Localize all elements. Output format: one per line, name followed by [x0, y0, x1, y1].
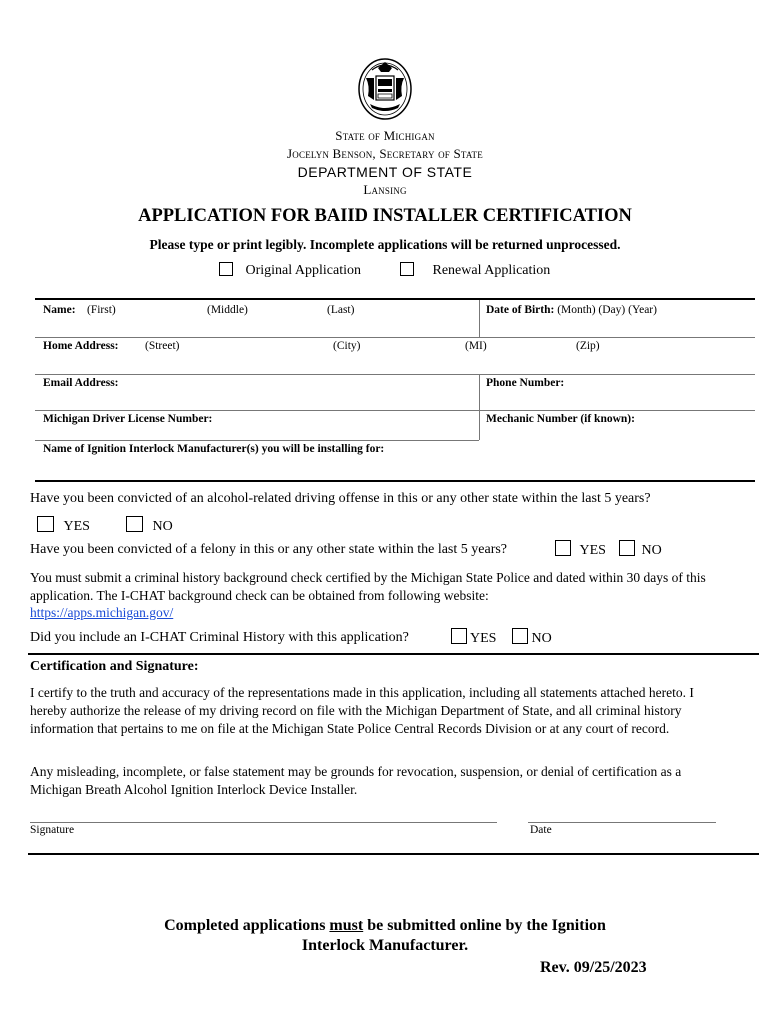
submission-notice: Completed applications must be submitted online by the Ignition	[164, 917, 606, 934]
street-hint: (Street)	[145, 340, 180, 352]
question-alcohol-offense: Have you been convicted of an alcohol-related driving offense in this or any other state within the last 5 years?	[30, 491, 651, 506]
zip-hint: (Zip)	[576, 340, 600, 352]
home-address-label: Home Address:	[43, 340, 119, 352]
phone-field[interactable]	[486, 377, 564, 389]
date-line[interactable]	[528, 822, 716, 823]
question-ichat: Did you include an I-CHAT Criminal History with this application?	[30, 630, 409, 645]
certification-paragraph: I certify to the truth and accuracy of the representations made in this application, including all statements attached hereto. I hereby authorize the release of my driving record on file with the Michigan Department of State, and all criminal history information that pertains to me on file at the Michigan State Police Central Records Division or at any court of record.	[30, 685, 694, 736]
mechanic-number-label: Mechanic Number (if known):	[486, 413, 635, 425]
license-number-label: Michigan Driver License Number:	[43, 413, 213, 425]
q2-yes-option[interactable]	[555, 540, 606, 559]
phone-label: Phone Number:	[486, 377, 565, 389]
q3-yes-option[interactable]	[451, 628, 496, 647]
q3-no-checkbox[interactable]	[512, 628, 528, 644]
q2-no-option[interactable]	[619, 540, 662, 559]
form-title: APPLICATION FOR BAIID INSTALLER CERTIFICATION	[138, 206, 632, 226]
q1-yes-label: YES	[63, 519, 90, 534]
city-hint: (City)	[333, 340, 361, 352]
q3-no-label: NO	[531, 631, 552, 646]
q1-yes-option[interactable]	[37, 516, 90, 535]
renewal-application-option[interactable]	[400, 262, 550, 279]
question-felony: Have you been convicted of a felony in this or any other state within the last 5 years?	[30, 542, 508, 557]
q3-no-option[interactable]	[512, 628, 552, 647]
signature-label: Signature	[30, 824, 75, 836]
name-label: Name:	[43, 304, 76, 316]
home-address-field[interactable]	[43, 340, 119, 352]
date-label: Date	[530, 824, 552, 836]
ichat-link[interactable]: https://apps.michigan.gov/	[30, 605, 174, 620]
applicant-info-form	[35, 298, 755, 482]
original-application-label: Original Application	[245, 263, 361, 278]
q3-yes-checkbox[interactable]	[451, 628, 467, 644]
signature-divider	[28, 853, 759, 855]
dob-label: Date of Birth:	[486, 304, 555, 316]
mechanic-number-field[interactable]	[486, 413, 635, 425]
name-field[interactable]	[43, 304, 76, 316]
header-state: State of Michigan	[335, 128, 435, 143]
submission-notice-line2: Interlock Manufacturer.	[301, 937, 469, 954]
certification-heading: Certification and Signature:	[30, 659, 199, 674]
last-name-hint: (Last)	[327, 304, 355, 316]
header-department: DEPARTMENT OF STATE	[297, 164, 473, 180]
revision-date: Rev. 09/25/2023	[540, 959, 647, 976]
background-check-text: You must submit a criminal history background check certified by the Michigan State Police and dated within 30 days of this application. The I-CHAT background check can be obtained from following website:	[30, 570, 706, 603]
q2-no-checkbox[interactable]	[619, 540, 635, 556]
header-secretary: Jocelyn Benson, Secretary of State	[287, 146, 483, 161]
first-name-hint: (First)	[87, 304, 116, 316]
q2-no-label: NO	[641, 543, 662, 558]
q2-yes-checkbox[interactable]	[555, 540, 571, 556]
middle-name-hint: (Middle)	[207, 304, 248, 316]
email-field[interactable]	[43, 377, 119, 389]
q1-no-label: NO	[152, 519, 173, 534]
dob-parts-hint: (Month) (Day) (Year)	[557, 304, 657, 316]
manufacturer-field[interactable]	[43, 443, 384, 455]
email-label: Email Address:	[43, 377, 119, 389]
manufacturer-label: Name of Ignition Interlock Manufacturer(s) you will be installing for:	[43, 443, 385, 455]
instructions: Please type or print legibly. Incomplete applications will be returned unprocessed.	[149, 237, 621, 252]
renewal-application-label: Renewal Application	[432, 263, 551, 278]
original-application-option[interactable]	[219, 262, 361, 279]
renewal-application-checkbox[interactable]	[400, 262, 414, 276]
q1-no-checkbox[interactable]	[126, 516, 143, 532]
header-city: Lansing	[363, 182, 407, 197]
signature-line[interactable]	[30, 822, 497, 823]
section-divider	[28, 653, 759, 655]
q1-no-option[interactable]	[126, 516, 173, 535]
license-number-field[interactable]	[43, 413, 212, 425]
michigan-state-seal	[356, 56, 414, 122]
must-emphasis: must	[329, 917, 364, 934]
state-hint: (MI)	[465, 340, 487, 352]
q1-yes-checkbox[interactable]	[37, 516, 54, 532]
original-application-checkbox[interactable]	[219, 262, 233, 276]
q2-yes-label: YES	[579, 543, 606, 558]
q3-yes-label: YES	[469, 631, 497, 646]
misleading-statement-paragraph: Any misleading, incomplete, or false statement may be grounds for revocation, suspension, or denial of certification as a Michigan Breath Alcohol Ignition Interlock Device Installer.	[30, 764, 682, 797]
dob-field[interactable]	[486, 304, 657, 316]
